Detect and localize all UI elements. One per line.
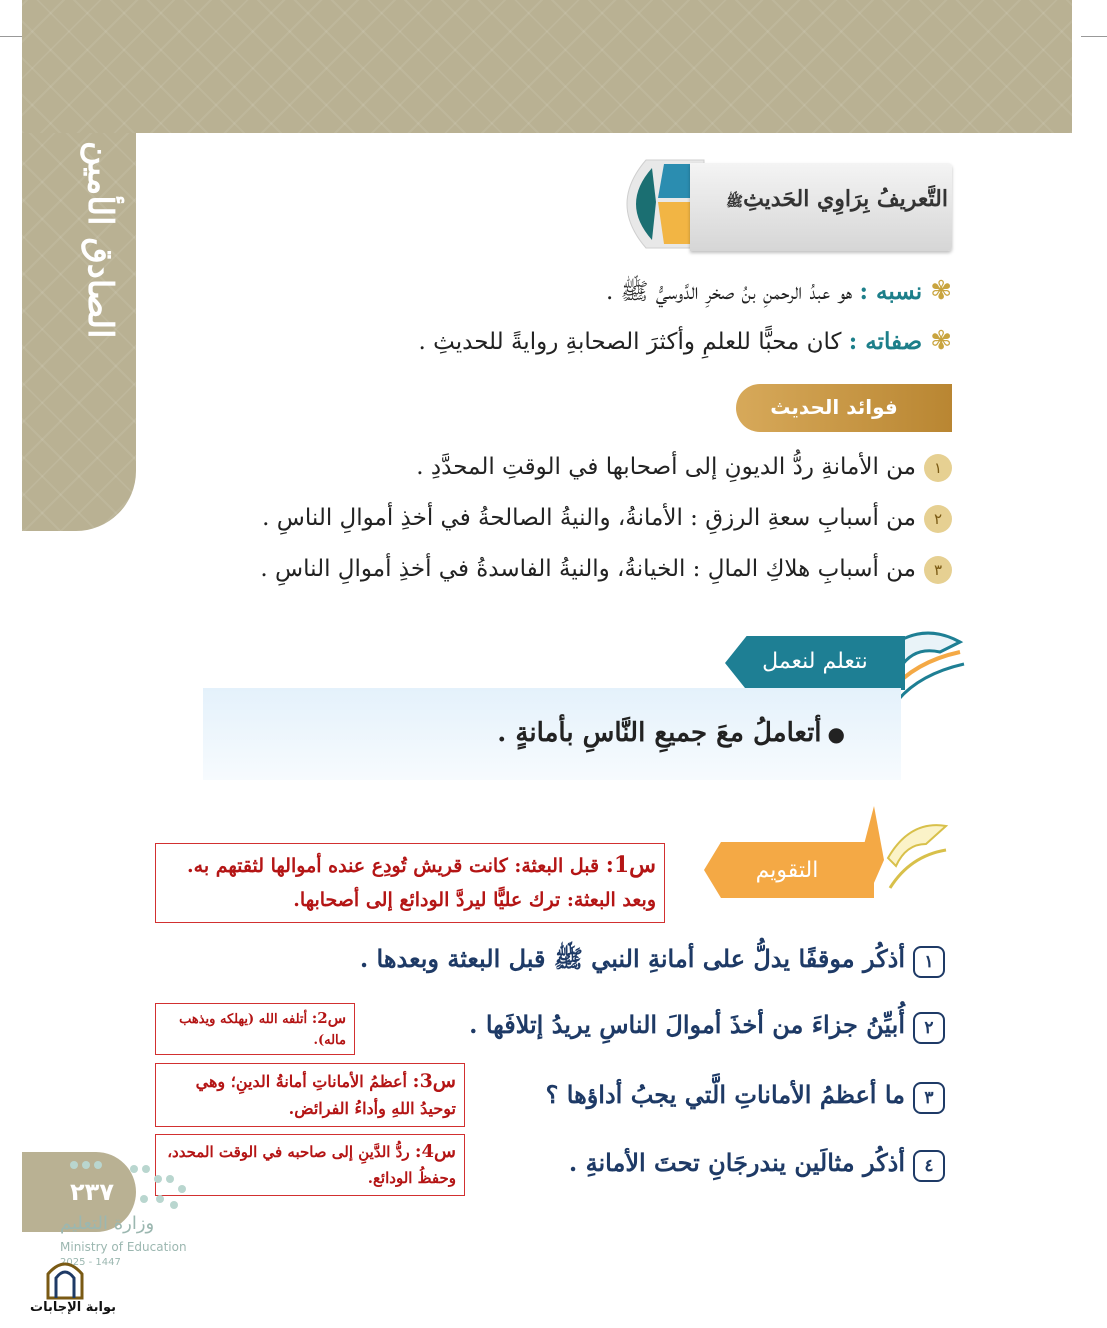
answer-box-q4: س4: ردُّ الدَّينِ إلى صاحبه في الوقت المحدد، وحفظُ الودائع. <box>155 1134 465 1196</box>
answer-box-q1: س1: قبل البعثة: كانت قريش تُودِع عنده أموالها لثقتهم به. وبعد البعثة: ترك عليًّا ليردَّ الودائع إلى أصحابها. <box>155 843 665 923</box>
learn-section-title: نتعلم لنعمل <box>762 649 868 674</box>
question-item: ٤أذكُر مثالَين يندرجَانِ تحتَ الأمانةِ . <box>569 1148 945 1182</box>
top-ornamental-band <box>22 0 1072 133</box>
ministry-name-en: Ministry of Education <box>60 1240 187 1254</box>
flower-bullet-icon: ✾ <box>930 326 952 356</box>
question-item: ١أذكُر موقفًا يدلُّ على أمانةِ النبي ﷺ قبل البعثة وبعدها . <box>360 944 945 979</box>
portal-label: بوابة الإجابات <box>30 1300 116 1315</box>
narrator-line-traits: ✾صفاته : كان محبًّا للعلمِ وأكثرَ الصحابةِ روايةً للحديثِ . <box>418 326 952 356</box>
benefit-item: ٢من أسبابِ سعةِ الرزقِ : الأمانةُ، والنيةُ الصالحةُ في أخذِ أموالِ الناسِ . <box>262 505 952 533</box>
narrator-header-title: التَّعريفُ بِرَاوِي الحَديثِﷺ <box>726 186 948 212</box>
ministry-logo-icon <box>64 1155 204 1213</box>
question-item: ٣ما أعظمُ الأماناتِ الَّتي يجبُ أداؤها ؟ <box>546 1080 945 1114</box>
crop-mark <box>1081 36 1107 37</box>
ministry-name-ar: وزارة التعليم <box>60 1213 155 1234</box>
ministry-year: 2025 - 1447 <box>60 1257 121 1268</box>
answer-box-q2: س2: أتلفه الله (يهلكه ويذهب ماله). <box>155 1003 355 1055</box>
benefit-item: ٣من أسبابِ هلاكِ المالِ : الخيانةُ، والنيةُ الفاسدةُ في أخذِ أموالِ الناسِ . <box>260 556 952 584</box>
flower-bullet-icon: ✾ <box>930 276 952 306</box>
evaluation-section-title: التقويم <box>755 858 819 883</box>
question-item: ٢أُبيِّنُ جزاءَ من أخذَ أموالَ الناسِ يريدُ إتلافَها . <box>469 1010 945 1044</box>
benefit-item: ١من الأمانةِ ردُّ الديونِ إلى أصحابها في الوقتِ المحدَّدِ . <box>416 454 952 482</box>
learn-line: ●أتعاملُ معَ جميعِ النَّاسِ بأمانةٍ . <box>497 718 845 748</box>
portal-logo-icon <box>44 1256 86 1300</box>
benefits-header-title: فوائد الحديث <box>770 395 898 419</box>
page-number: ٢٣٧ <box>70 1178 114 1206</box>
narrator-line-lineage: ✾نسبه : هو عبدُ الرحمنِ بنُ صخرِ الدَّوسيُّ ﷺ . <box>606 276 952 306</box>
answer-box-q3: س3: أعظمُ الأماناتِ أمانةُ الدينِ؛ وهي توحيدُ اللهِ وأداءُ الفرائض. <box>155 1063 465 1127</box>
chapter-title: الصادق الأمين <box>80 141 120 339</box>
